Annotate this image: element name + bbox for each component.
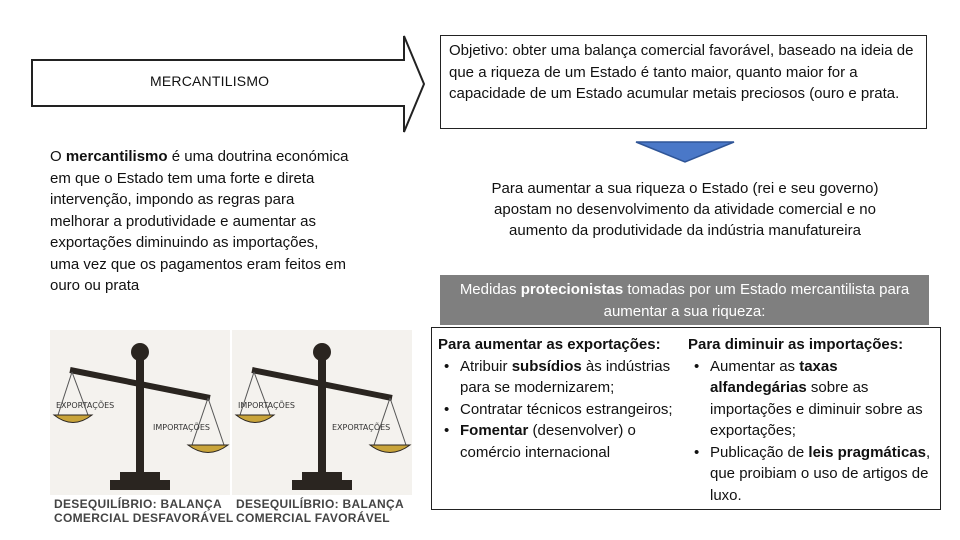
scale2-right-label: EXPORTAÇÕES bbox=[332, 423, 391, 432]
scale2-caption: DESEQUILÍBRIO: BALANÇA COMERCIAL FAVORÁVEL bbox=[236, 497, 404, 525]
definition-text: O mercantilismo é uma doutrina económica em que o Estado tem uma forte e direta intervenção, impondo as regras para melhorar a produtividade e aumentar as exportações diminuindo as importações, uma vez que os pagamentos eram feitos em ouro ou prata bbox=[50, 148, 349, 294]
list-item: • Aumentar as taxas alfandegárias sobre as importações e diminuir sobre as exportações; bbox=[688, 356, 938, 442]
list-item: • Publicação de leis pragmáticas, que proibiam o uso de artigos de luxo. bbox=[688, 442, 938, 507]
list-item: • Fomentar (desenvolver) o comércio internacional bbox=[438, 420, 683, 463]
exports-column bbox=[438, 334, 683, 463]
arrow-label: MERCANTILISMO bbox=[150, 73, 270, 89]
imports-column bbox=[688, 334, 938, 506]
scale2-left-label: IMPORTAÇÕES bbox=[238, 401, 295, 410]
definition-bold: mercantilismo bbox=[65, 148, 168, 165]
list-item: • Contratar técnicos estrangeiros; bbox=[438, 399, 683, 421]
scale1-caption: DESEQUILÍBRIO: BALANÇA COMERCIAL DESFAVORÁVEL bbox=[54, 497, 234, 525]
scale-unfavorable bbox=[50, 330, 230, 495]
objective-box: Objetivo: obter uma balança comercial favorável, baseado na ideia de que a riqueza de um Estado é tanto maior, quanto maior for a capacidade de um Estado acumular metais preciosos (ouro e prata. bbox=[440, 35, 927, 129]
imports-title: Para diminuir as importações: bbox=[688, 336, 904, 353]
scale1-right-label: IMPORTAÇÕES bbox=[153, 423, 210, 432]
down-arrow-icon bbox=[634, 140, 736, 164]
exports-title: Para aumentar as exportações: bbox=[438, 336, 661, 353]
balance-scale-icon bbox=[232, 330, 412, 495]
measures-box bbox=[431, 327, 941, 510]
wealth-strategy-text: Para aumentar a sua riqueza o Estado (rei e seu governo) apostam no desenvolvimento da atividade comercial e no aumento da produtividade da indústria manufatureira bbox=[491, 180, 879, 239]
scale1-left-label: EXPORTAÇÕES bbox=[56, 401, 115, 410]
protectionist-measures-banner: Medidas protecionistas tomadas por um Estado mercantilista para aumentar a sua riqueza: bbox=[440, 275, 929, 325]
balance-scale-icon bbox=[50, 330, 230, 495]
scale-favorable bbox=[232, 330, 412, 495]
list-item: • Atribuir subsídios às indústrias para se modernizarem; bbox=[438, 356, 683, 399]
